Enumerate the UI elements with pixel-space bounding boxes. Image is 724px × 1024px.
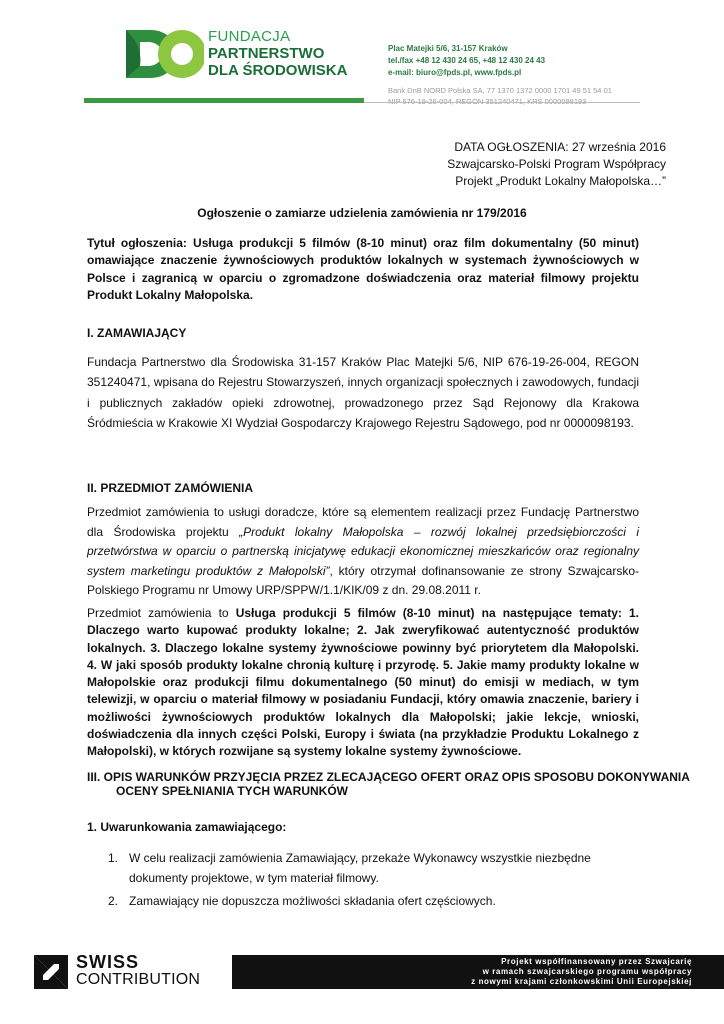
contribution-word: CONTRIBUTION <box>76 971 201 988</box>
bank-block <box>388 85 612 107</box>
footer-line-3: z nowymi krajami członkowskimi Unii Europejskiej <box>471 977 692 986</box>
subsection-1-heading: 1. Uwarunkowania zamawiającego: <box>87 820 287 834</box>
project-name: Projekt „Produkt Lokalny Małopolska…” <box>455 174 666 188</box>
list-item-number: 2. <box>108 894 119 908</box>
section-3-heading-line-1: III. OPIS WARUNKÓW PRZYJĘCIA PRZEZ ZLECAJĄCEGO OFERT ORAZ OPIS SPOSOBU DOKONYWANIA <box>87 770 690 784</box>
footer-line-2: w ramach szwajcarskiego programu współpracy <box>482 967 692 976</box>
foundation-name <box>208 28 347 79</box>
header-divider-green <box>84 98 364 103</box>
address: Plac Matejki 5/6, 31-157 Kraków <box>388 44 508 53</box>
contact-block <box>388 43 545 79</box>
section-2-paragraph-2 <box>87 605 639 761</box>
p1-text-a: Przedmiot zamówienia to usługi doradcze, które są elementem realizacji przez Fundację Partnerstwo dla Środowiska projektu <box>87 505 639 539</box>
project-full-title: „Produkt lokalny Małopolska – rozwój lokalnej przedsiębiorczości i przetwórstwa w oparciu o partnerską inicjatywę edukacji ekonomicznej mieszkańców oraz regionalny system marketingu produktów z Małopolski” <box>87 524 640 578</box>
bank-account: Bank DnB NORD Polska SA, 77 1370 1372 0000 1701 49 51 54 01 <box>388 86 612 95</box>
email: e-mail: biuro@fpds.pl, www.fpds.pl <box>388 68 522 77</box>
swiss-word: SWISS <box>76 952 140 972</box>
list-item-text: W celu realizacji zamówienia Zamawiający, przekaże Wykonawcy wszystkie niezbędne dokumenty projektowe, w tym materiał filmowy. <box>129 851 591 885</box>
list-item-number: 1. <box>108 851 119 865</box>
swiss-contribution-logo <box>76 953 200 989</box>
footer-line-1: Projekt współfinansowany przez Szwajcarię <box>501 957 692 966</box>
section-3-heading-line-2: OCENY SPEŁNIANIA TYCH WARUNKÓW <box>116 784 349 798</box>
list-item <box>108 891 638 911</box>
phone: tel./fax +48 12 430 24 65, +48 12 430 24 43 <box>388 56 546 65</box>
list-item-text: Zamawiający nie dopuszcza możliwości składania ofert częściowych. <box>129 894 496 908</box>
section-2-heading: II. PRZEDMIOT ZAMÓWIENIA <box>87 481 253 495</box>
footer-cofinancing-bar <box>232 955 724 989</box>
org-line-1: FUNDACJA <box>208 28 291 45</box>
announcement-subject: Tytuł ogłoszenia: Usługa produkcji 5 filmów (8-10 minut) oraz film dokumentalny (50 minut) omawiające znaczenie żywnościowych produktów lokalnych w systemach żywnościowych w Polsce i zagranicą w oparciu o zgromadzone doświadczenia oraz materiał filmowy projektu Produkt Lokalny Małopolska. <box>87 236 639 302</box>
announcement-meta <box>447 139 666 190</box>
header-divider-gray <box>364 102 640 103</box>
p1-text-b: , który otrzymał dofinansowanie ze strony Szwajcarsko-Polskiego Programu nr Umowy URP/SPPW/1.1/KIK/09 z dn. 29.08.2011 r. <box>87 563 639 597</box>
p2-text-a: Przedmiot zamówienia to <box>87 606 236 620</box>
program-name: Szwajcarsko-Polski Program Współpracy <box>447 157 666 171</box>
foundation-logo <box>122 26 204 82</box>
section-3-heading <box>87 770 690 798</box>
section-1-text: Fundacja Partnerstwo dla Środowiska 31-157 Kraków Plac Matejki 5/6, NIP 676-19-26-004, REGON 351240471, wpisana do Rejestru Stowarzyszeń, innych organizacji społecznych i zawodowych, fundacji i publicznych zakładów opieki zdrowotnej, prowadzonego przez Sąd Rejonowy dla Krakowa Śródmieścia w Krakowie XI Wydział Gospodarczy Krajowego Rejestru Sądowego, pod nr 0000098193. <box>87 355 639 430</box>
org-line-2: PARTNERSTWO <box>208 45 325 62</box>
list-item <box>108 848 638 888</box>
org-line-3: DLA ŚRODOWISKA <box>208 62 348 79</box>
document-title: Ogłoszenie o zamiarze udzielenia zamówienia nr 179/2016 <box>197 206 527 220</box>
announcement-date: DATA OGŁOSZENIA: 27 września 2016 <box>454 140 666 154</box>
section-2-paragraph-1 <box>87 503 639 601</box>
section-1-heading: I. ZAMAWIAJĄCY <box>87 326 187 340</box>
p2-service-description: Usługa produkcji 5 filmów (8-10 minut) na następujące tematy: 1. Dlaczego warto kupować produkty lokalne; 2. Jak zweryfikować autentyczność produktów lokalnych. 3. Dlaczego lokalne systemy żywnościowe powinny być priorytetem dla Małopolski. 4. W jaki sposób produkty lokalne chronią kulturę i przyrodę. 5. Jakie mamy produkty lokalne w Małopolskie oraz produkcji filmu dokumentalnego (50 minut) do emisji w mediach, w tym telewizji, w oparciu o materiał filmowy w posiadaniu Fundacji, który omawia znaczenie, bariery i możliwości żywnościowych produktów lokalnych dla Małopolski; jakie lekcje, wnioski, doświadczenia dla innych części Polski, Europy i świata (na przykładzie Produktu Lokalnego z Małopolski), w których rozwijane są systemy lokalne systemy żywnościowe. <box>87 606 639 759</box>
swiss-flag-icon <box>34 955 68 989</box>
